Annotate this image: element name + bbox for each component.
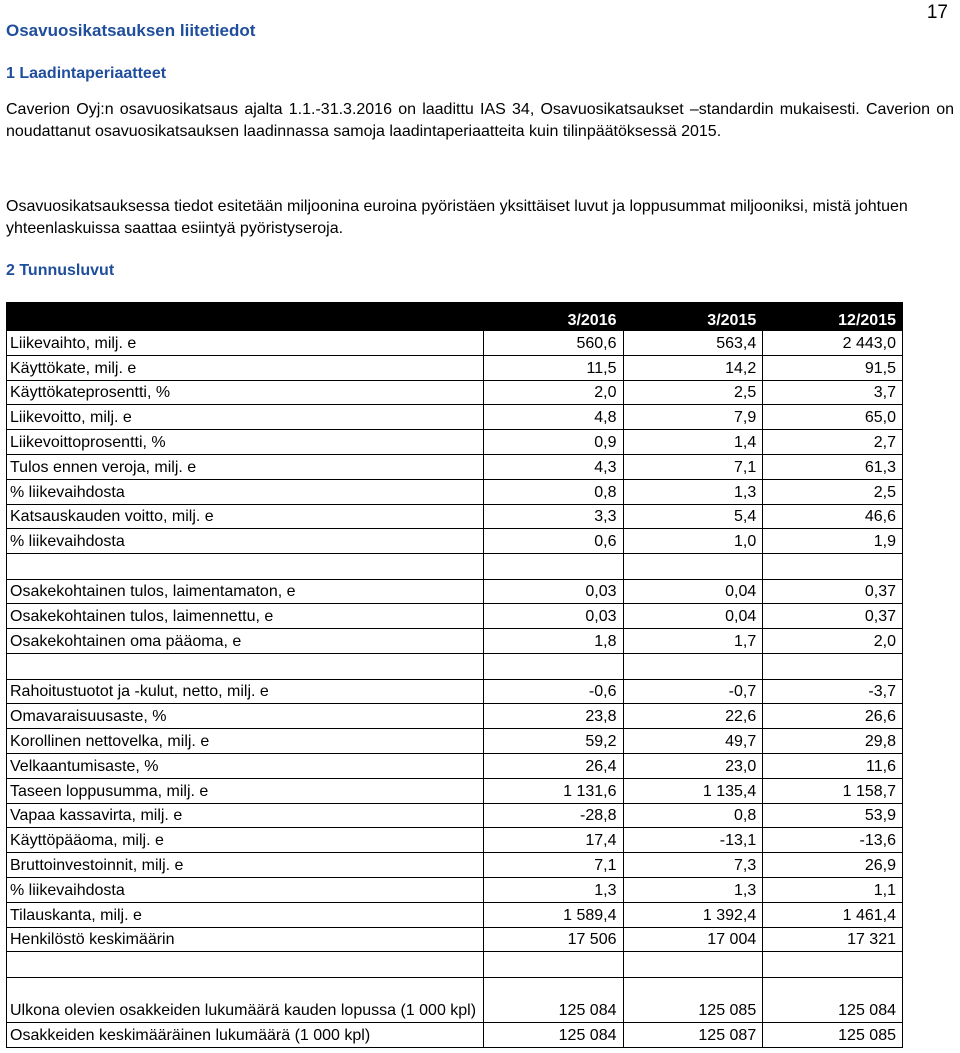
table-body — [7, 331, 903, 1048]
row-value: 3,3 — [483, 504, 623, 529]
row-label: Liikevoittoprosentti, % — [7, 430, 484, 455]
row-value: 0,37 — [763, 579, 903, 604]
table-row — [7, 877, 903, 902]
row-value — [623, 952, 763, 978]
table-row — [7, 704, 903, 729]
row-value: 5,4 — [623, 504, 763, 529]
row-label: Liikevaihto, milj. e — [7, 331, 484, 356]
table-row — [7, 952, 903, 978]
row-value: 26,4 — [483, 753, 623, 778]
row-label: Ulkona olevien osakkeiden lukumäärä kauden lopussa (1 000 kpl) — [7, 977, 484, 1022]
row-label: % liikevaihdosta — [7, 877, 484, 902]
table-row — [7, 778, 903, 803]
row-value: 0,03 — [483, 579, 623, 604]
table-row — [7, 902, 903, 927]
row-label: % liikevaihdosta — [7, 529, 484, 554]
table-row — [7, 604, 903, 629]
table-row — [7, 479, 903, 504]
row-value: -13,1 — [623, 828, 763, 853]
row-value: 125 084 — [763, 977, 903, 1022]
row-value: -13,6 — [763, 828, 903, 853]
row-value — [483, 654, 623, 680]
row-value: 3,7 — [763, 380, 903, 405]
table-row — [7, 380, 903, 405]
row-value: 46,6 — [763, 504, 903, 529]
row-value: 17 004 — [623, 927, 763, 952]
row-value: 7,9 — [623, 405, 763, 430]
row-value: -0,7 — [623, 679, 763, 704]
table-row — [7, 554, 903, 580]
table-row — [7, 454, 903, 479]
table-row — [7, 405, 903, 430]
table-row — [7, 579, 903, 604]
row-label — [7, 952, 484, 978]
row-value: 125 084 — [483, 977, 623, 1022]
row-value: 0,8 — [483, 479, 623, 504]
row-value — [763, 952, 903, 978]
row-value: 0,04 — [623, 579, 763, 604]
row-label — [7, 554, 484, 580]
table-row — [7, 430, 903, 455]
row-value: 1,0 — [623, 529, 763, 554]
row-value: 59,2 — [483, 729, 623, 754]
row-value: 125 085 — [763, 1022, 903, 1047]
row-value: 4,3 — [483, 454, 623, 479]
row-value: 1 158,7 — [763, 778, 903, 803]
row-value: -0,6 — [483, 679, 623, 704]
table-row — [7, 977, 903, 1022]
row-value: 2,0 — [763, 629, 903, 654]
row-value: 1 461,4 — [763, 902, 903, 927]
row-value: 11,6 — [763, 753, 903, 778]
row-value: -28,8 — [483, 803, 623, 828]
row-value: 26,9 — [763, 853, 903, 878]
row-label: Osakekohtainen tulos, laimentamaton, e — [7, 579, 484, 604]
row-value: 91,5 — [763, 355, 903, 380]
table-row — [7, 629, 903, 654]
row-label: Liikevoitto, milj. e — [7, 405, 484, 430]
table-row — [7, 753, 903, 778]
row-value: 2,5 — [763, 479, 903, 504]
section-heading-principles: 1 Laadintaperiaatteet — [6, 65, 167, 82]
row-label: Katsauskauden voitto, milj. e — [7, 504, 484, 529]
row-value: 1,1 — [763, 877, 903, 902]
row-value — [763, 554, 903, 580]
row-value: 17 321 — [763, 927, 903, 952]
row-value — [623, 554, 763, 580]
row-value — [763, 654, 903, 680]
row-value: 53,9 — [763, 803, 903, 828]
row-value: 2,0 — [483, 380, 623, 405]
row-value: 26,6 — [763, 704, 903, 729]
row-value: 0,03 — [483, 604, 623, 629]
row-value — [483, 554, 623, 580]
row-value: 125 084 — [483, 1022, 623, 1047]
column-header-3-2016: 3/2016 — [483, 302, 623, 331]
row-value: 1,7 — [623, 629, 763, 654]
table-header-row — [7, 302, 903, 331]
row-value: 7,1 — [623, 454, 763, 479]
row-label: Käyttöpääoma, milj. e — [7, 828, 484, 853]
row-value: 1 131,6 — [483, 778, 623, 803]
table-row — [7, 654, 903, 680]
row-value: 0,6 — [483, 529, 623, 554]
page-number: 17 — [926, 2, 948, 23]
row-value: 17,4 — [483, 828, 623, 853]
row-value: 7,1 — [483, 853, 623, 878]
row-label: Vapaa kassavirta, milj. e — [7, 803, 484, 828]
row-label: Henkilöstö keskimäärin — [7, 927, 484, 952]
row-label: Tulos ennen veroja, milj. e — [7, 454, 484, 479]
row-label: Tilauskanta, milj. e — [7, 902, 484, 927]
table-row — [7, 803, 903, 828]
row-value: 560,6 — [483, 331, 623, 356]
row-value: 11,5 — [483, 355, 623, 380]
row-label: Osakekohtainen oma pääoma, e — [7, 629, 484, 654]
row-value: 23,8 — [483, 704, 623, 729]
row-value: 125 085 — [623, 977, 763, 1022]
row-value: 1,3 — [483, 877, 623, 902]
row-value: 14,2 — [623, 355, 763, 380]
row-label: Käyttökate, milj. e — [7, 355, 484, 380]
row-label: % liikevaihdosta — [7, 479, 484, 504]
table-row — [7, 828, 903, 853]
row-value: 17 506 — [483, 927, 623, 952]
table-row — [7, 331, 903, 356]
row-value: 0,04 — [623, 604, 763, 629]
row-value: 1 392,4 — [623, 902, 763, 927]
row-value: 1,8 — [483, 629, 623, 654]
row-label: Käyttökateprosentti, % — [7, 380, 484, 405]
row-value: 1,3 — [623, 877, 763, 902]
row-value: 4,8 — [483, 405, 623, 430]
table-row — [7, 529, 903, 554]
row-value: 1,3 — [623, 479, 763, 504]
row-value: 1 135,4 — [623, 778, 763, 803]
row-value: 61,3 — [763, 454, 903, 479]
row-value: 29,8 — [763, 729, 903, 754]
column-header-label — [7, 302, 484, 331]
key-figures-table — [6, 302, 903, 1048]
row-value: 125 087 — [623, 1022, 763, 1047]
table-row — [7, 679, 903, 704]
row-value: 0,37 — [763, 604, 903, 629]
table-row — [7, 729, 903, 754]
column-header-3-2015: 3/2015 — [623, 302, 763, 331]
row-label — [7, 654, 484, 680]
row-label: Osakekohtainen tulos, laimennettu, e — [7, 604, 484, 629]
row-value — [623, 654, 763, 680]
table-row — [7, 504, 903, 529]
row-label: Korollinen nettovelka, milj. e — [7, 729, 484, 754]
row-value: 2,7 — [763, 430, 903, 455]
row-label: Rahoitustuotot ja -kulut, netto, milj. e — [7, 679, 484, 704]
paragraph-principles: Caverion Oyj:n osavuosikatsaus ajalta 1.1.-31.3.2016 on laadittu IAS 34, Osavuosikatsaukset –standardin mukaisesti. Caverion on noudattanut osavuosikatsauksen laadinnassa samoja laadintaperiaatteita kuin tilinpäätöksessä 2015. — [6, 101, 954, 140]
table-row — [7, 1022, 903, 1047]
document-title: Osavuosikatsauksen liitetiedot — [6, 21, 256, 40]
row-value: 2 443,0 — [763, 331, 903, 356]
row-value: 65,0 — [763, 405, 903, 430]
row-value: 1,9 — [763, 529, 903, 554]
row-value: 563,4 — [623, 331, 763, 356]
row-value: 7,3 — [623, 853, 763, 878]
row-value: 1,4 — [623, 430, 763, 455]
row-value: -3,7 — [763, 679, 903, 704]
row-value: 22,6 — [623, 704, 763, 729]
row-value: 49,7 — [623, 729, 763, 754]
column-header-12-2015: 12/2015 — [763, 302, 903, 331]
row-label: Bruttoinvestoinnit, milj. e — [7, 853, 484, 878]
row-value: 1 589,4 — [483, 902, 623, 927]
row-value: 2,5 — [623, 380, 763, 405]
row-label: Osakkeiden keskimääräinen lukumäärä (1 000 kpl) — [7, 1022, 484, 1047]
row-label: Omavaraisuusaste, % — [7, 704, 484, 729]
section-heading-key-figures: 2 Tunnusluvut — [6, 262, 115, 279]
table-row — [7, 927, 903, 952]
row-value — [483, 952, 623, 978]
row-label: Velkaantumisaste, % — [7, 753, 484, 778]
row-value: 23,0 — [623, 753, 763, 778]
paragraph-rounding: Osavuosikatsauksessa tiedot esitetään miljoonina euroina pyöristäen yksittäiset luvut ja loppusummat miljooniksi, mistä johtuen yhteenlaskuissa saattaa esiintyä pyöristyseroja. — [6, 198, 908, 237]
row-value: 0,8 — [623, 803, 763, 828]
table-row — [7, 355, 903, 380]
row-value: 0,9 — [483, 430, 623, 455]
table-row — [7, 853, 903, 878]
row-label: Taseen loppusumma, milj. e — [7, 778, 484, 803]
